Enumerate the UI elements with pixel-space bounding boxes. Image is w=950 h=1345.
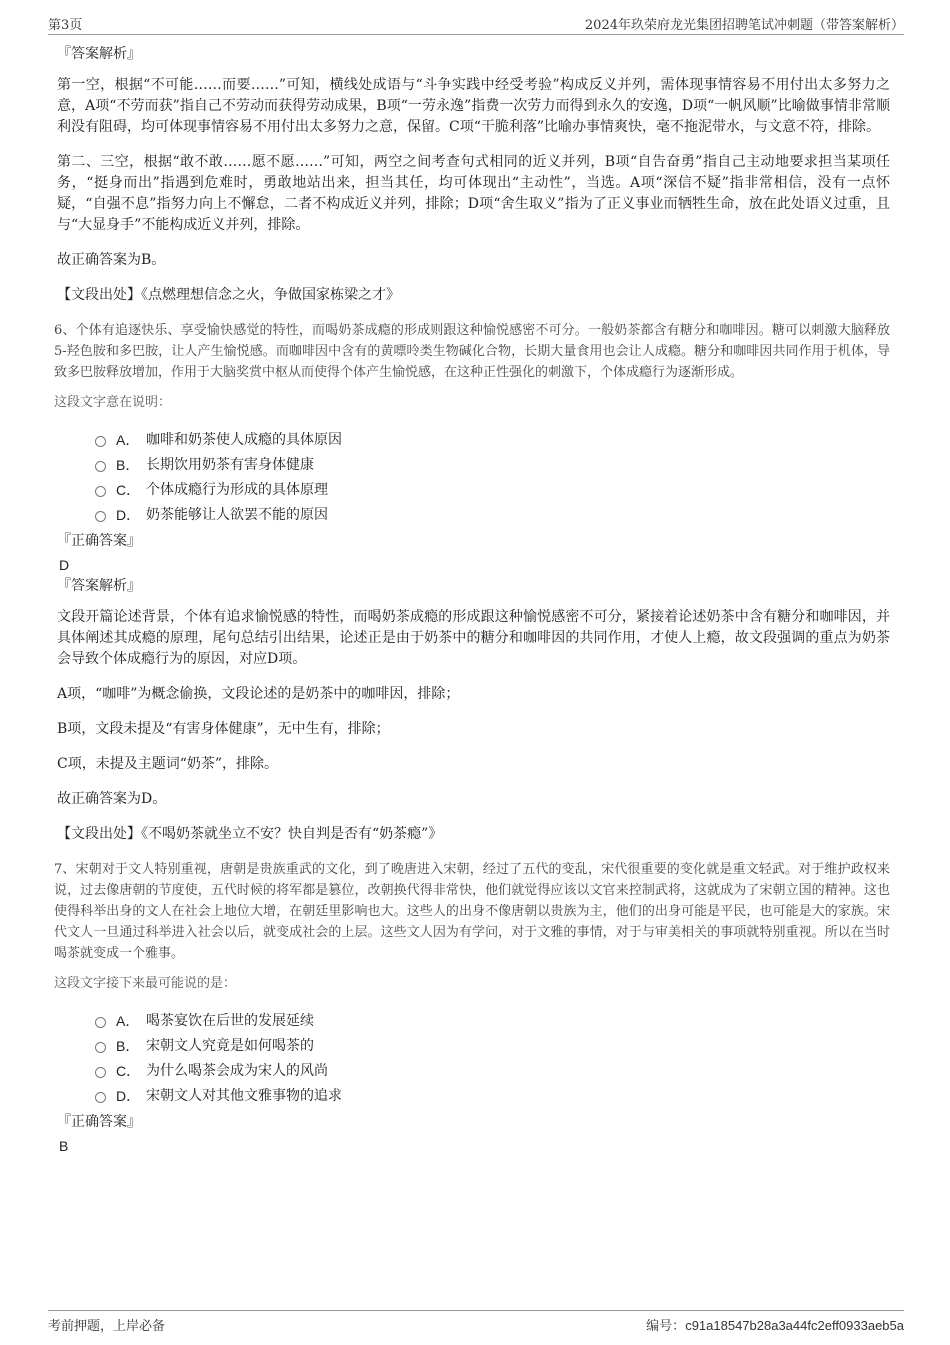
- question-6-options: [95, 427, 890, 527]
- analysis-paragraph: C项，未提及主题词“奶茶”，排除。: [57, 756, 279, 772]
- analysis-paragraph: A项，“咖啡”为概念偷换，文段论述的是奶茶中的咖啡因，排除；: [57, 686, 460, 702]
- option-d[interactable]: D． 宋朝文人对其他文雅事物的追求: [95, 1083, 890, 1108]
- question-6-text: 6、个体有追逐快乐、享受愉快感觉的特性，而喝奶茶成瘾的形成则跟这种愉悦感密不可分。一般奶茶都含有糖分和咖啡因。糖可以刺激大脑释放5-羟色胺和多巴胺，让人产生愉悦感。而咖啡因中含有的黄嘌呤类生物碱化合物，长期大量食用也会让人成瘾。糖分和咖啡因共同作用于机体，导致多巴胺释放增加，作用于大脑奖赏中枢从而使得个体产生愉悦感，在这种正性强化的刺激下，个体成瘾行为逐渐形成。: [54, 323, 890, 380]
- option-a[interactable]: A． 咖啡和奶茶使人成瘾的具体原因: [95, 427, 890, 452]
- radio-icon[interactable]: [95, 1092, 106, 1103]
- radio-icon[interactable]: [95, 1017, 106, 1028]
- question-7-prompt: 这段文字接下来最可能说的是：: [54, 976, 237, 991]
- analysis-paragraph: 第二、三空，根据“敢不敢……愿不愿……”可知，两空之间考查句式相同的近义并列，B项“自告奋勇”指自己主动地要求担当某项任务，“挺身而出”指遇到危难时，勇敢地站出来，担当其任，均可体现出“主动性”，当选。A项“深信不疑”指非常相信，没有一点怀疑，“自强不息”指努力向上不懈怠，二者不构成近义并列，排除；D项“舍生取义”指为了正义事业而牺牲生命，放在此处语义过重，且与“大显身手”不能构成近义并列，排除。: [57, 154, 890, 233]
- radio-icon[interactable]: [95, 511, 106, 522]
- correct-answer-label: 『正确答案』: [57, 533, 141, 549]
- analysis-paragraph: 第一空，根据“不可能……而要……”可知，横线处成语与“斗争实践中经受考验”构成反义并列，需体现事情容易不用付出太多努力之意，A项“不劳而获”指自己不劳动而获得劳动成果，B项“一劳永逸”指费一次劳力而得到永久的安逸，D项“一帆风顺”比喻做事情非常顺利没有阻碍，均可体现事情容易不用付出太多努力之意，保留。C项“干脆利落”比喻办事情爽快，毫不拖泥带水，与文意不符，排除。: [57, 77, 890, 135]
- radio-icon[interactable]: [95, 486, 106, 497]
- option-b[interactable]: B． 宋朝文人究竟是如何喝茶的: [95, 1033, 890, 1058]
- radio-icon[interactable]: [95, 461, 106, 472]
- document-code: 编号：c91a18547b28a3a44fc2eff0933aeb5a: [646, 1318, 904, 1333]
- option-d[interactable]: D． 奶茶能够让人欲罢不能的原因: [95, 502, 890, 527]
- page-number: 第3页: [48, 18, 83, 33]
- page-footer: [48, 1310, 904, 1333]
- option-c[interactable]: C． 个体成瘾行为形成的具体原理: [95, 477, 890, 502]
- question-6-prompt: 这段文字意在说明：: [54, 395, 172, 410]
- source-citation: 【文段出处】《不喝奶茶就坐立不安？快自判是否有“奶茶瘾”》: [57, 826, 443, 842]
- radio-icon[interactable]: [95, 1042, 106, 1053]
- option-a[interactable]: A． 喝茶宴饮在后世的发展延续: [95, 1008, 890, 1033]
- option-b[interactable]: B． 长期饮用奶茶有害身体健康: [95, 452, 890, 477]
- analysis-paragraph: B项，文段未提及“有害身体健康”，无中生有，排除；: [57, 721, 390, 737]
- source-citation: 【文段出处】《点燃理想信念之火，争做国家栋梁之才》: [57, 287, 400, 303]
- correct-answer-label: 『正确答案』: [57, 1114, 141, 1130]
- question-7-text: 7、宋朝对于文人特别重视，唐朝是贵族重武的文化，到了晚唐进入宋朝，经过了五代的变乱，宋代很重要的变化就是重文轻武。对于维护政权来说，过去像唐朝的节度使，五代时候的将军都是篡位，改朝换代得非常快，他们就觉得应该以文官来控制武将，这就成为了宋朝立国的精神。这也使得科举出身的文人在社会上地位大增，在朝廷里影响也大。这些人的出身不像唐朝以贵族为主，他们的出身可能是平民，也可能是大的家族。宋代文人一旦通过科举进入社会以后，就变成社会的上层。这些文人因为有学问，对于文雅的事情，对于与审美相关的事项就特别重视。所以在当时喝茶就变成一个雅事。: [54, 862, 890, 961]
- answer-conclusion: 故正确答案为B。: [57, 252, 166, 268]
- radio-icon[interactable]: [95, 436, 106, 447]
- correct-answer: B: [59, 1138, 69, 1154]
- option-c[interactable]: C． 为什么喝茶会成为宋人的风尚: [95, 1058, 890, 1083]
- footer-slogan: 考前押题，上岸必备: [48, 1319, 166, 1334]
- radio-icon[interactable]: [95, 1067, 106, 1078]
- analysis-label: 『答案解析』: [57, 578, 141, 594]
- question-7-options: [95, 1008, 890, 1108]
- page-header: [48, 12, 904, 35]
- analysis-paragraph: 文段开篇论述背景，个体有追求愉悦感的特性，而喝奶茶成瘾的形成跟这种愉悦感密不可分，紧接着论述奶茶中含有糖分和咖啡因，并具体阐述其成瘾的原理，尾句总结引出结果，论述正是由于奶茶中的糖分和咖啡因的共同作用，才使人上瘾，故文段强调的重点为奶茶会导致个体成瘾行为的原因，对应D项。: [57, 609, 890, 667]
- correct-answer: D: [59, 557, 70, 573]
- document-title: 2024年玖荣府龙光集团招聘笔试冲刺题（带答案解析）: [584, 18, 904, 33]
- document-body: [54, 44, 890, 1157]
- answer-conclusion: 故正确答案为D。: [57, 791, 167, 807]
- analysis-label: 『答案解析』: [57, 46, 141, 62]
